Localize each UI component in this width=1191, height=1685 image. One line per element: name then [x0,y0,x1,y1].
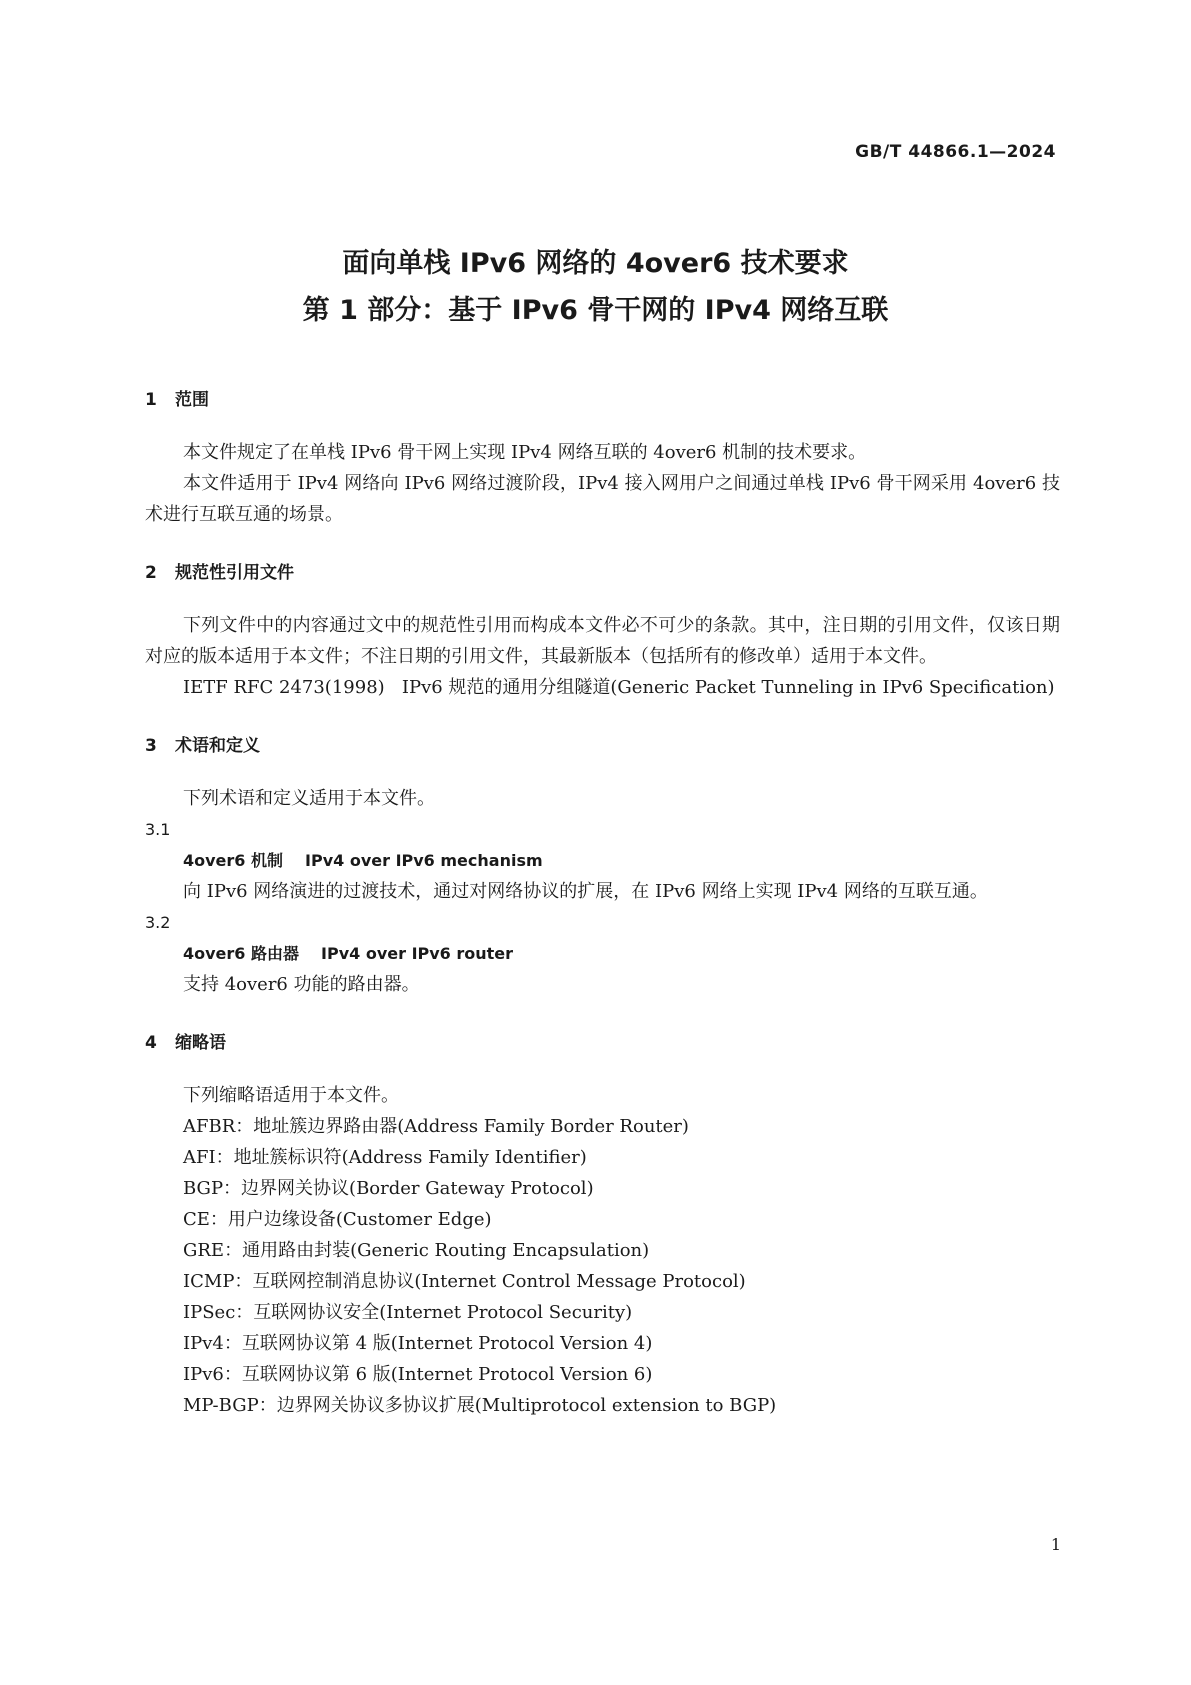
term-name [145,845,1060,876]
abbreviation-item: IPv6：互联网协议第 6 版(Internet Protocol Version 6) [183,1364,653,1385]
document-body [145,385,1060,1421]
term-name-en: IPv4 over IPv6 mechanism [305,851,543,870]
document-title [0,240,1191,334]
abbreviation-item: GRE：通用路由封装(Generic Routing Encapsulation) [183,1240,650,1261]
abbreviation-item: AFI：地址簇标识符(Address Family Identifier) [183,1147,587,1168]
paragraph: 下列文件中的内容通过文中的规范性引用而构成本文件必不可少的条款。其中，注日期的引用文件，仅该日期对应的版本适用于本文件；不注日期的引用文件，其最新版本（包括所有的修改单）适用于本文件。 [145,615,1060,667]
term-definition: 向 IPv6 网络演进的过渡技术，通过对网络协议的扩展，在 IPv6 网络上实现 IPv4 网络的互联互通。 [183,881,988,902]
term-name-en: IPv4 over IPv6 router [321,944,514,963]
normative-reference [145,672,1060,703]
abbreviation-item: MP-BGP：边界网关协议多协议扩展(Multiprotocol extension to BGP) [183,1395,777,1416]
section-title: 缩略语 [175,1033,226,1053]
section-title: 术语和定义 [175,736,260,756]
standard-code: GB/T 44866.1—2024 [855,142,1056,162]
section-title: 规范性引用文件 [175,563,294,583]
abbreviation-item: ICMP：互联网控制消息协议(Internet Control Message Protocol) [183,1271,746,1292]
term-name [145,938,1060,969]
section-number: 4 [145,1033,157,1053]
page-number: 1 [1050,1535,1061,1554]
abbreviation-list [145,1111,1060,1421]
abbreviation-item: BGP：边界网关协议(Border Gateway Protocol) [183,1178,594,1199]
term-number: 3.1 [145,820,171,839]
abbreviation-item: AFBR：地址簇边界路由器(Address Family Border Router) [183,1116,689,1137]
term-name-zh: 4over6 机制 [183,851,284,870]
reference-title: IPv6 规范的通用分组隧道(Generic Packet Tunneling in IPv6 Specification) [401,677,1055,698]
section-number: 3 [145,736,157,756]
abbreviation-item: IPv4：互联网协议第 4 版(Internet Protocol Version 4) [183,1333,653,1354]
abbreviation-item: IPSec：互联网协议安全(Internet Protocol Security) [183,1302,633,1323]
paragraph: 下列术语和定义适用于本文件。 [183,788,435,809]
paragraph: 下列缩略语适用于本文件。 [183,1085,399,1106]
section-number: 2 [145,563,157,583]
section-number: 1 [145,390,157,410]
section-title: 范围 [175,390,209,410]
paragraph: 本文件规定了在单栈 IPv6 骨干网上实现 IPv4 网络互联的 4over6 机制的技术要求。 [183,442,867,463]
title-line-1: 面向单栈 IPv6 网络的 4over6 技术要求 [342,248,849,279]
section-heading-terms [145,731,1060,761]
abbreviation-item: CE：用户边缘设备(Customer Edge) [183,1209,492,1230]
section-heading-abbreviations [145,1028,1060,1058]
section-heading-scope [145,385,1060,415]
term-number: 3.2 [145,913,171,932]
paragraph: 本文件适用于 IPv4 网络向 IPv6 网络过渡阶段，IPv4 接入网用户之间通过单栈 IPv6 骨干网采用 4over6 技术进行互联互通的场景。 [145,473,1060,525]
section-heading-normative [145,558,1060,588]
term-name-zh: 4over6 路由器 [183,944,300,963]
reference-code: IETF RFC 2473(1998) [183,677,385,698]
title-line-2: 第 1 部分：基于 IPv6 骨干网的 IPv4 网络互联 [302,295,889,326]
term-definition: 支持 4over6 功能的路由器。 [183,974,420,995]
